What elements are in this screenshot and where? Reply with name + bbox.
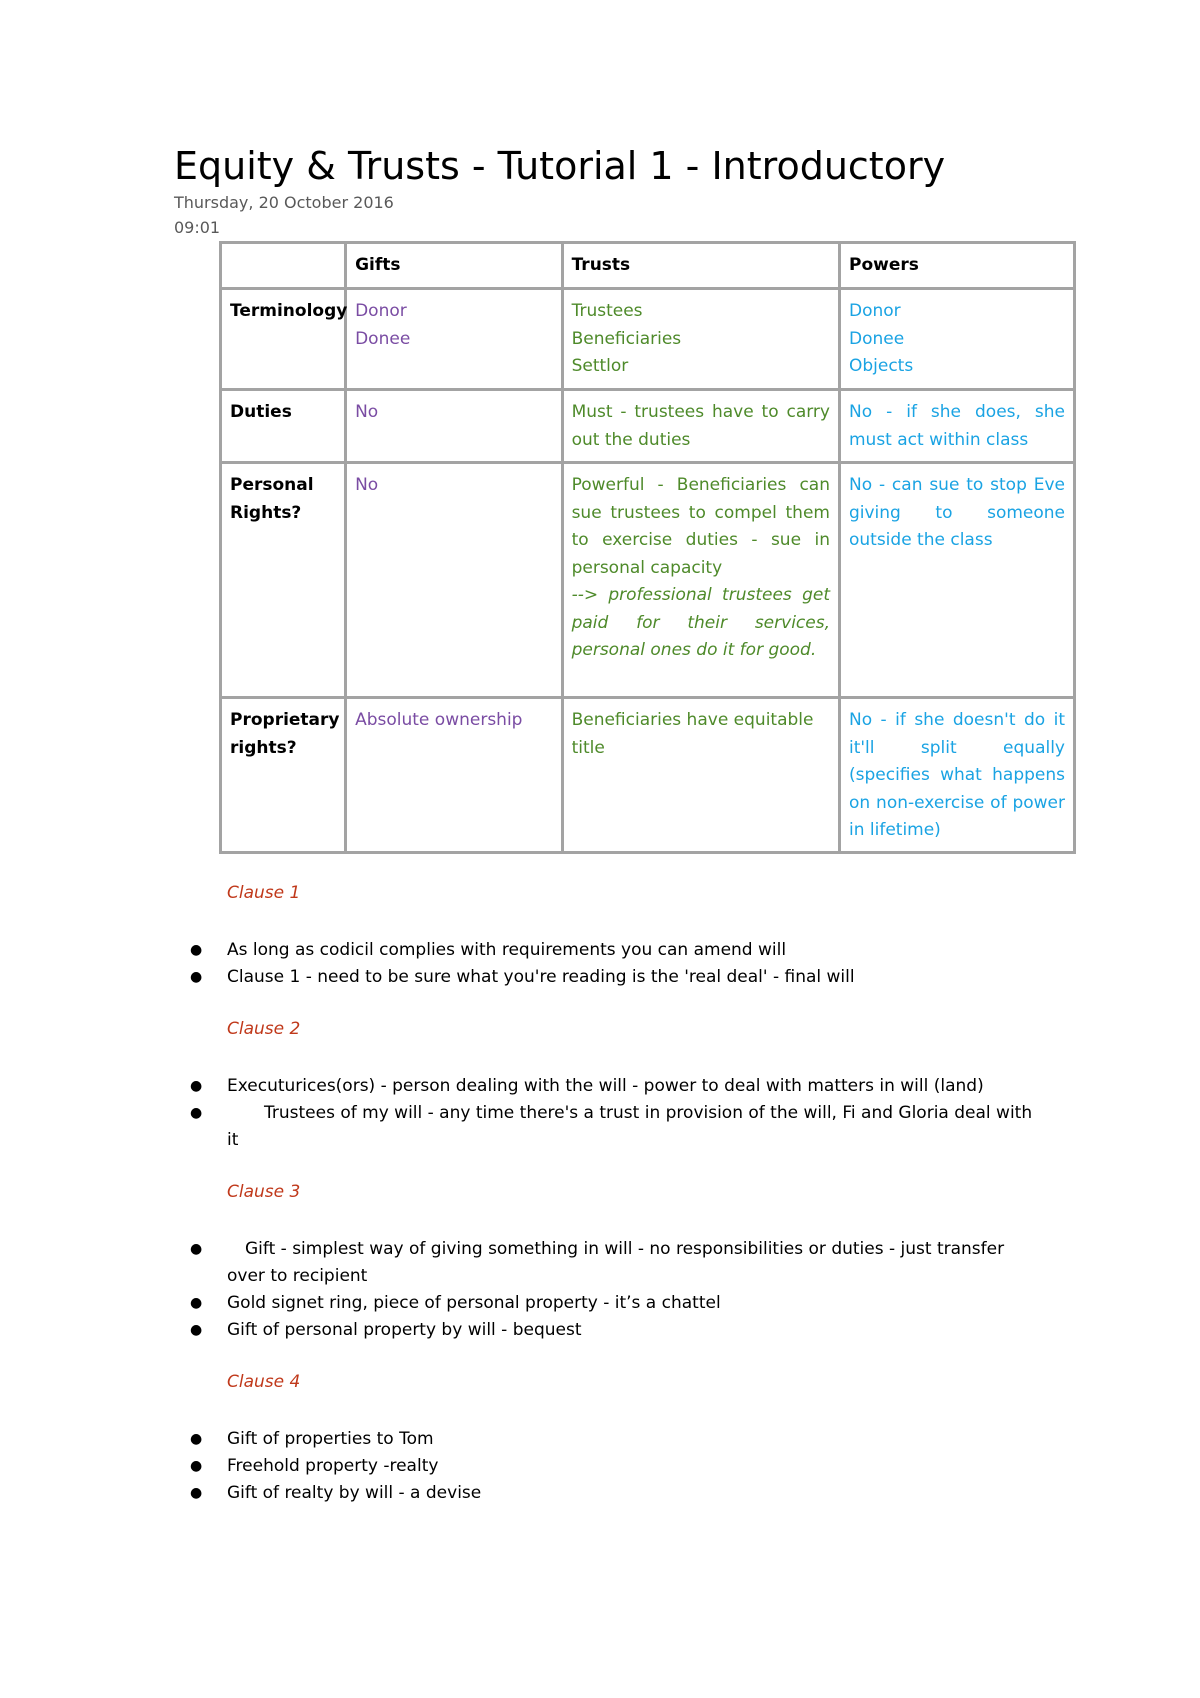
cell-trusts — [562, 463, 839, 698]
cell-trusts: Beneficiaries have equitable title — [562, 698, 839, 853]
cell-text: Powerful - Beneficiaries can sue trustees to compel them to exercise duties - sue in personal capacity — [571, 475, 830, 578]
bullet-icon: ● — [190, 1322, 203, 1338]
cell-note: --> professional trustees get paid for their services, personal ones do it for good. — [571, 585, 830, 660]
cell-powers: No - if she does, she must act within class — [839, 390, 1074, 463]
header-cell-empty — [221, 243, 346, 289]
clause-heading: Clause 1 — [227, 883, 301, 903]
table-header-row — [221, 243, 1075, 289]
table-row — [221, 289, 1075, 390]
list-item-text: As long as codicil complies with requirements you can amend will — [227, 940, 787, 960]
list-item-text: Gift of realty by will - a devise — [227, 1483, 482, 1503]
cell-gifts: No — [346, 390, 562, 463]
row-label: Terminology — [221, 289, 346, 390]
cell-line: Donor — [355, 301, 407, 321]
bullet-icon: ● — [190, 969, 203, 985]
list-item — [190, 1290, 1070, 1317]
cell-gifts — [346, 289, 562, 390]
bullet-icon: ● — [190, 1431, 203, 1447]
cell-powers: No - if she doesn't do it it'll split equally (specifies what happens on non-exercise of power in lifetime) — [839, 698, 1074, 853]
table-row — [221, 390, 1075, 463]
clause-heading: Clause 4 — [227, 1372, 301, 1392]
list-item — [190, 1073, 1070, 1100]
cell-line: Donee — [848, 328, 905, 349]
bullet-icon: ● — [190, 1458, 203, 1474]
cell-line: Beneficiaries — [571, 328, 682, 349]
table-row — [221, 698, 1075, 853]
list-item — [190, 1426, 1070, 1453]
cell-line: Donor — [848, 301, 901, 321]
cell-trusts: Must - trustees have to carry out the duties — [562, 390, 839, 463]
cell-line: Donee — [355, 328, 411, 349]
comparison-table — [219, 241, 1076, 854]
list-item-text: Clause 1 - need to be sure what you're reading is the 'real deal' - final will — [227, 967, 855, 987]
header-cell-trusts: Trusts — [562, 243, 839, 289]
list-item — [190, 1480, 1070, 1507]
list-item-text: Gift of personal property by will - bequest — [227, 1320, 582, 1340]
list-item — [190, 1453, 1070, 1480]
cell-gifts: No — [346, 463, 562, 698]
list-item-text: Trustees of my will - any time there's a trust in provision of the will, Fi and Gloria deal with it — [227, 1103, 1033, 1150]
bullet-icon: ● — [190, 1295, 203, 1311]
bullet-icon: ● — [190, 1241, 203, 1257]
list-item — [190, 1317, 1070, 1344]
list-item-text: Gold signet ring, piece of personal property - it’s a chattel — [227, 1293, 721, 1313]
list-item — [190, 1236, 1040, 1290]
clause-heading: Clause 2 — [227, 1019, 301, 1039]
bullet-icon: ● — [190, 1078, 203, 1094]
list-item-text: Gift - simplest way of giving something in will - no responsibilities or duties - just transfer over to recipient — [227, 1239, 1005, 1286]
note-time: 09:01 — [174, 218, 221, 237]
bullet-icon: ● — [190, 942, 203, 958]
page-title: Equity & Trusts - Tutorial 1 - Introductory — [174, 144, 946, 188]
header-cell-powers: Powers — [839, 243, 1074, 289]
row-label: Proprietary rights? — [221, 698, 346, 853]
list-item — [190, 964, 1070, 991]
bullet-icon: ● — [190, 1105, 203, 1121]
bullet-icon: ● — [190, 1485, 203, 1501]
row-label: Personal Rights? — [221, 463, 346, 698]
table-row — [221, 463, 1075, 698]
cell-line: Trustees — [571, 301, 643, 321]
list-item — [190, 937, 1070, 964]
cell-trusts — [562, 289, 839, 390]
list-item — [190, 1100, 1040, 1154]
cell-powers — [839, 289, 1074, 390]
list-item-text: Executurices(ors) - person dealing with the will - power to deal with matters in will (land) — [227, 1076, 984, 1096]
cell-powers: No - can sue to stop Eve giving to someone outside the class — [839, 463, 1074, 698]
list-item-text: Freehold property -realty — [227, 1456, 439, 1476]
clause-heading: Clause 3 — [227, 1182, 301, 1202]
cell-line: Settlor — [571, 356, 629, 376]
row-label: Duties — [221, 390, 346, 463]
header-cell-gifts: Gifts — [346, 243, 562, 289]
note-date: Thursday, 20 October 2016 — [174, 193, 394, 212]
cell-gifts: Absolute ownership — [346, 698, 562, 853]
list-item-text: Gift of properties to Tom — [227, 1429, 434, 1449]
cell-line: Objects — [848, 356, 914, 376]
